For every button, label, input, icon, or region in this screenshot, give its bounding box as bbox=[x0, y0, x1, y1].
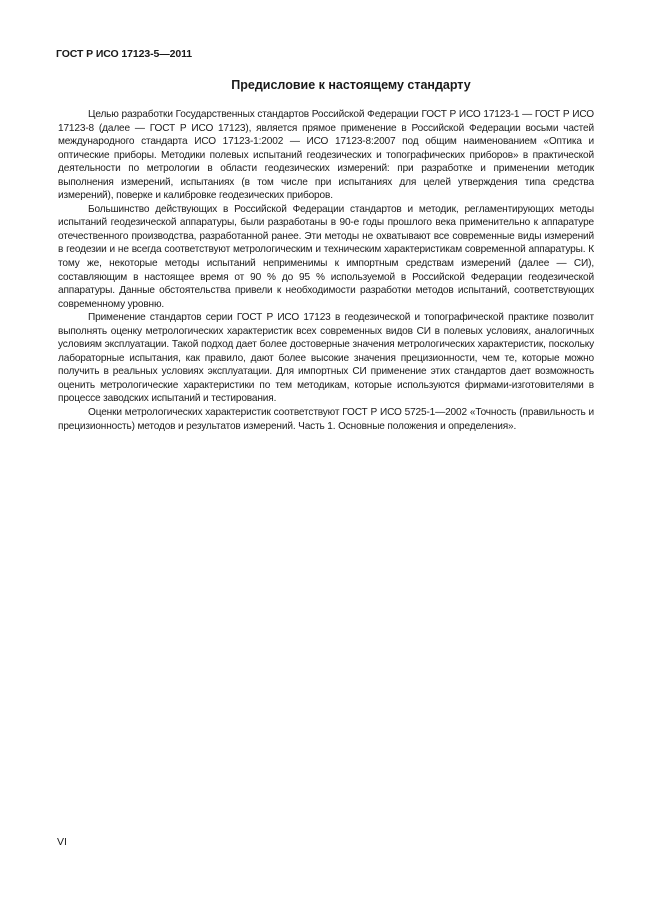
page-number: VI bbox=[57, 836, 67, 848]
paragraph-existing-standards: Большинство действующих в Российской Федерации стандартов и методик, регламентирующих методы испытаний геодезической аппаратуры, были разработаны в 90-е годы прошлого века применительно к аппаратуре отечественного производства, разработанной ранее. Эти методы не охватывают все современные виды измерений в геодезии и не всегда соответствуют метрологическим и техническим характеристикам современной аппаратуры. К тому же, некоторые методы испытаний неприменимы к импортным средствам измерений (далее — СИ), составляющим в настоящее время от 90 % до 95 % используемой в Российской Федерации геодезической аппаратуры. Данные обстоятельства привели к необходимости разработки методов испытаний, соответствующих современному уровню. bbox=[58, 203, 594, 310]
section-title: Предисловие к настоящему стандарту bbox=[231, 78, 471, 92]
paragraph-application: Применение стандартов серии ГОСТ Р ИСО 17123 в геодезической и топографической практике позволит выполнять оценку метрологических характеристик всех современных видов СИ в полевых условиях, аналогичных условиям эксплуатации. Такой подход дает более достоверные значения метрологических характеристик, поскольку лабораторные испытания, как правило, дают более высокие значения прецизионности, чем те, которые можно получить в реальных условиях эксплуатации. Для импортных СИ применение этих стандартов дает возможность оценить метрологические характеристики по тем методикам, которые используются фирмами-изготовителями в процессе заводских испытаний и тестирования. bbox=[58, 312, 594, 405]
paragraph-accuracy-reference: Оценки метрологических характеристик соответствуют ГОСТ Р ИСО 5725-1—2002 «Точность (правильность и прецизионность) методов и результатов измерений. Часть 1. Основные положения и определения». bbox=[58, 407, 594, 432]
document-standard-id: ГОСТ Р ИСО 17123-5—2011 bbox=[56, 48, 193, 60]
paragraph-purpose: Целью разработки Государственных стандартов Российской Федерации ГОСТ Р ИСО 17123-1 — ГОСТ Р ИСО 17123-8 (далее — ГОСТ Р ИСО 17123), является прямое применение в Российской Федерации восьми частей международного стандарта ИСО 17123-1:2002 — ИСО 17123-8:2007 под общим наименованием «Оптика и оптические приборы. Методики полевых испытаний геодезических и топографических приборов» в практической деятельности по метрологии в области геодезических измерений: при разработке и применении методик выполнения измерений, испытаниях (в том числе при испытаниях для целей утверждения типа средства измерений), поверке и калибровке геодезических приборов. bbox=[58, 109, 594, 202]
preface-body bbox=[58, 108, 594, 433]
